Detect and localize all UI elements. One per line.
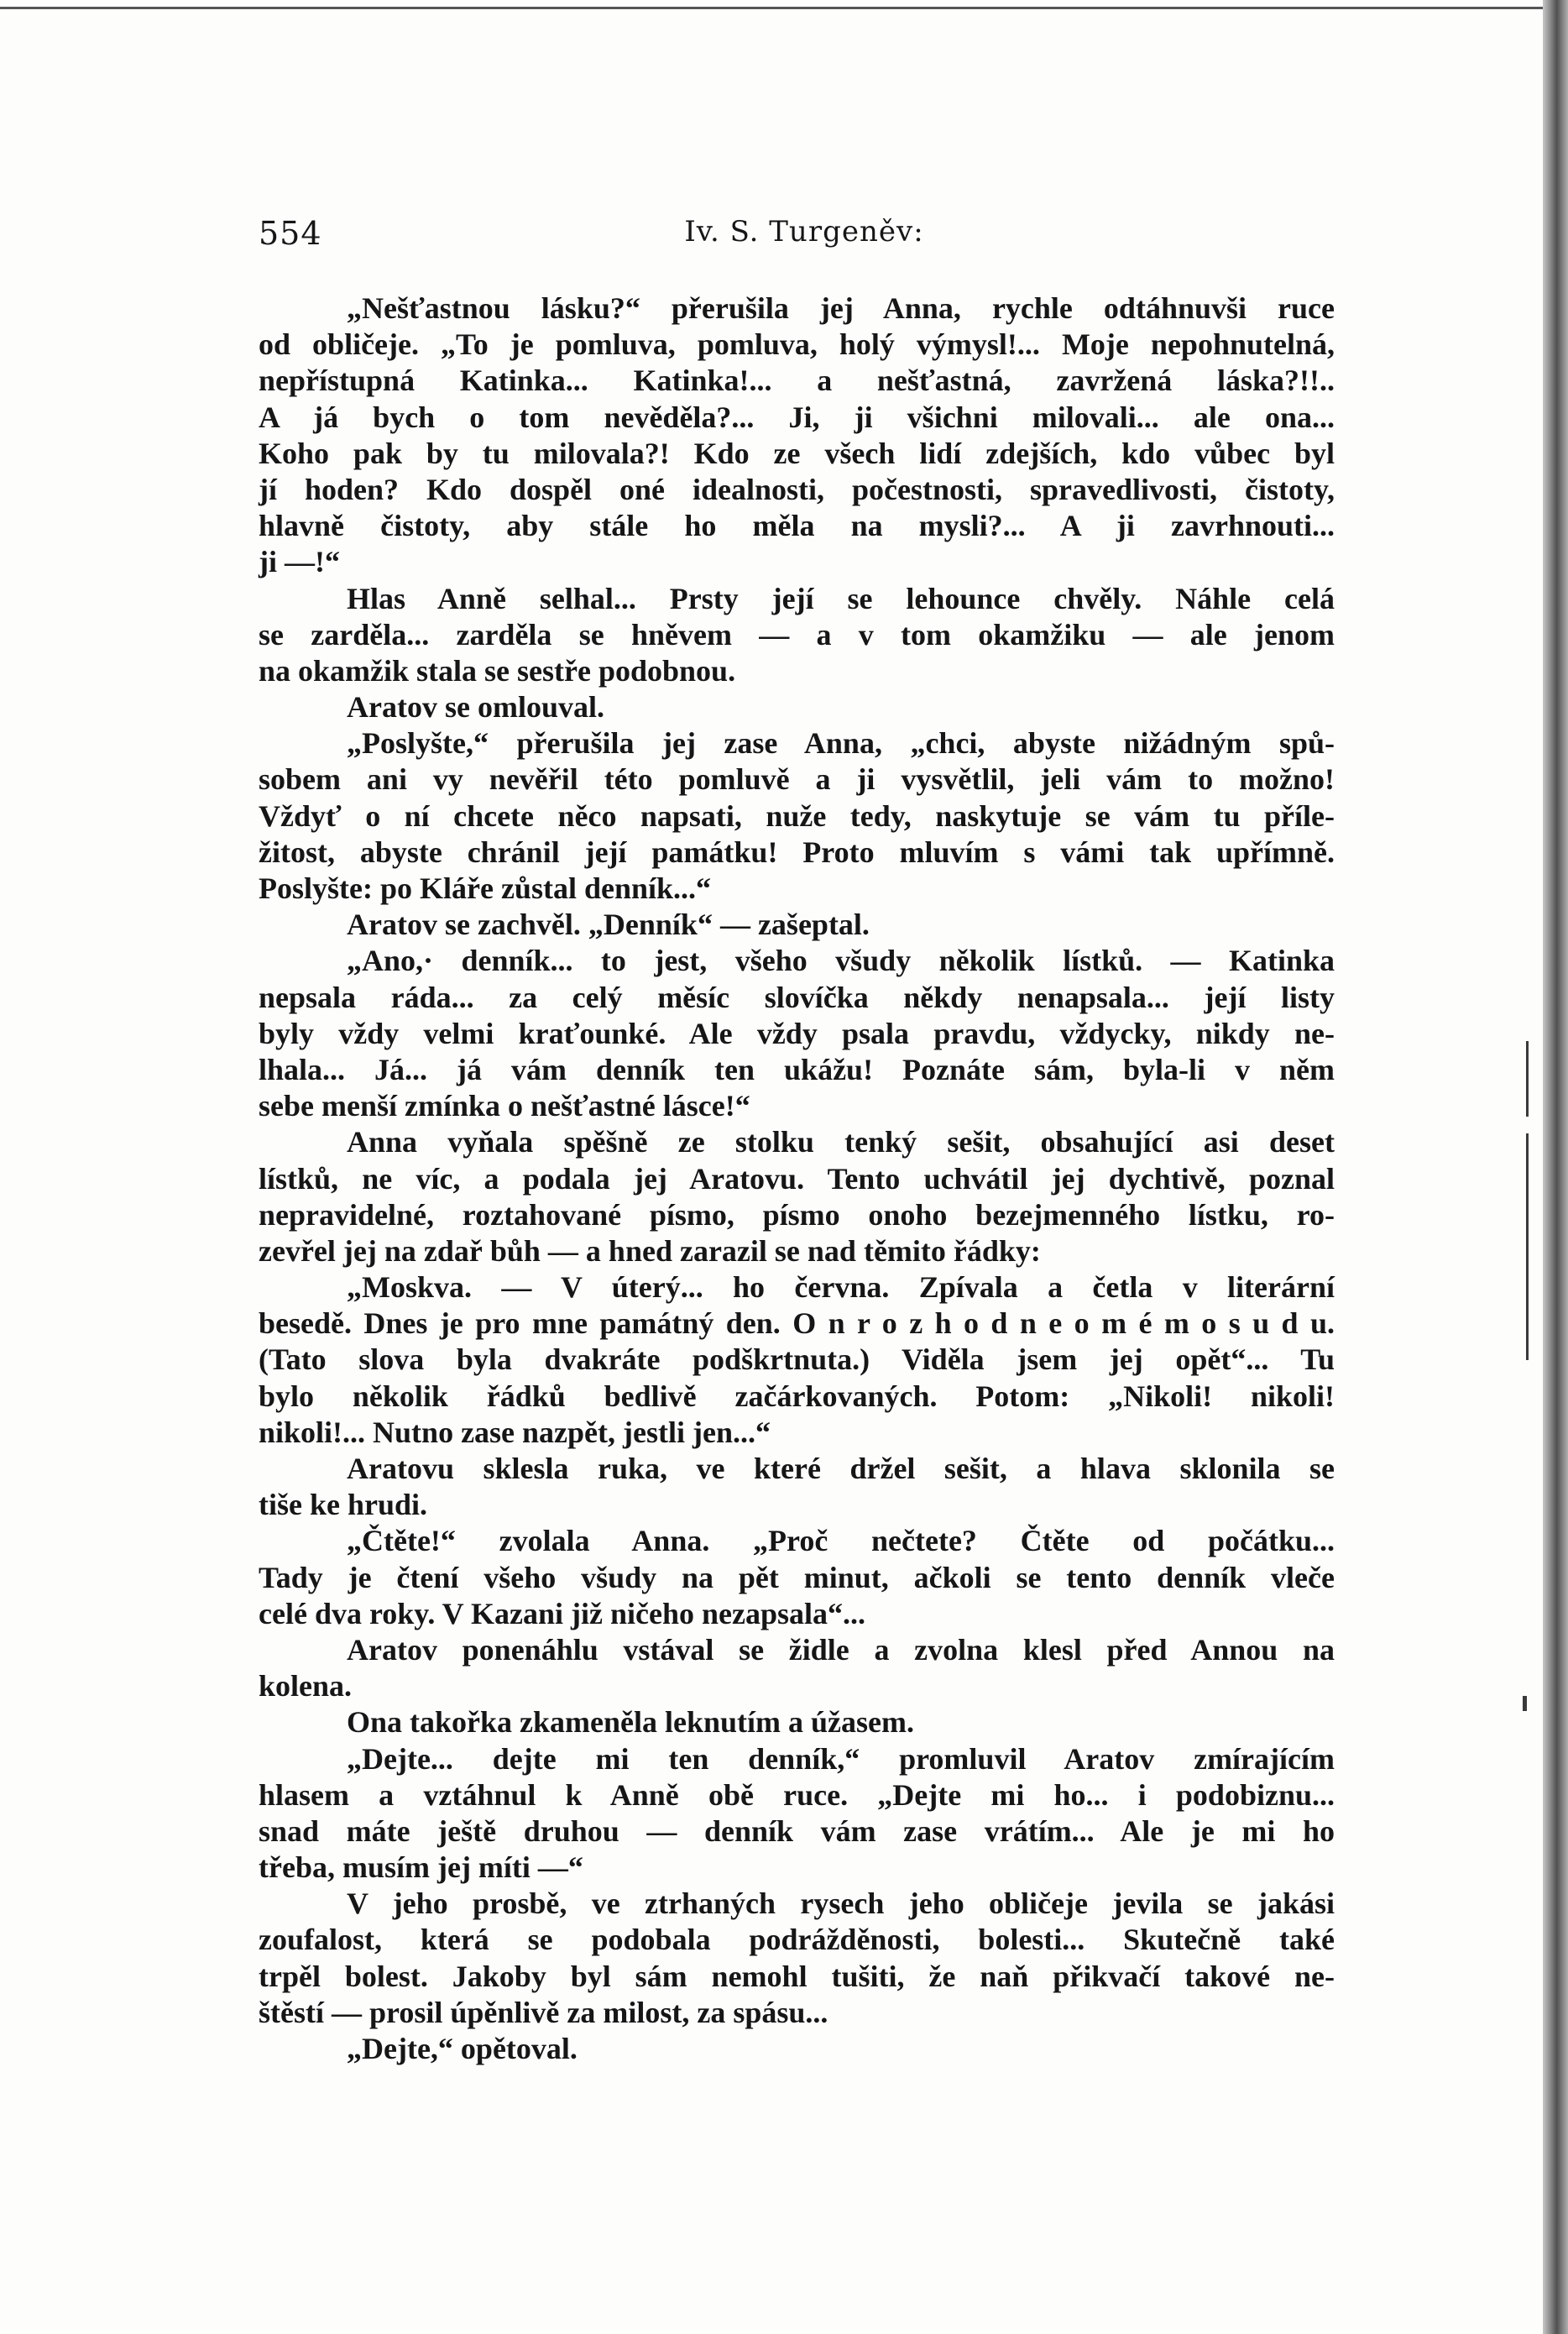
text-line: nepsala ráda... za celý měsíc slovíčka někdy nenapsala... její listy <box>259 980 1335 1014</box>
paragraph <box>259 1269 1335 1451</box>
paragraph <box>259 290 1335 581</box>
text-line: sebe menší zmínka o nešťastné lásce!“ <box>259 1089 750 1123</box>
text-line: kolena. <box>259 1669 353 1703</box>
paragraph <box>259 1632 1335 1704</box>
text-line: od obličeje. „To je pomluva, pomluva, holý výmysl!... Moje nepohnutelná, <box>259 327 1335 362</box>
paragraph <box>259 1124 1335 1269</box>
text-line: nepravidelné, roztahované písmo, písmo onoho bezejmenného lístku, ro- <box>259 1197 1335 1232</box>
edge-mark <box>1523 1696 1527 1711</box>
text-line: jí hoden? Kdo dospěl oné idealnosti, počestnosti, spravedlivosti, čistoty, <box>259 472 1335 506</box>
text-line: bylo několik řádků bedlivě začárkovaných. Potom: „Nikoli! nikoli! <box>259 1379 1335 1413</box>
text-line: „Nešťastnou lásku?“ přerušila jej Anna, rychle odtáhnuvši ruce <box>347 291 1335 325</box>
edge-mark <box>1526 1041 1529 1117</box>
text-line: „Dejte... dejte mi ten denník,“ promluvil Aratov zmírajícím <box>347 1741 1335 1776</box>
text-line: Aratov se omlouval. <box>347 690 604 725</box>
paragraph <box>259 1741 1335 1887</box>
running-head <box>259 215 1335 257</box>
text-line: „Dejte,“ opětoval. <box>347 2032 578 2065</box>
paragraph <box>259 581 1335 690</box>
edge-mark <box>1526 1133 1529 1360</box>
text-line: byly vždy velmi kraťounké. Ale vždy psala pravdu, vždycky, nikdy ne- <box>259 1016 1335 1050</box>
text-line: lístků, ne víc, a podala jej Aratovu. Tento uchvátil jej dychtivě, poznal <box>259 1161 1335 1196</box>
paragraph <box>259 1451 1335 1523</box>
paragraph <box>259 1886 1335 2031</box>
text-line: Aratov ponenáhlu vstával se židle a zvolna klesl před Annou na <box>347 1632 1335 1667</box>
text-line: Anna vyňala spěšně ze stolku tenký sešit, obsahující asi deset <box>347 1125 1335 1159</box>
paragraph <box>259 725 1335 907</box>
text-line: Hlas Anně selhal... Prsty její se lehounce chvěly. Náhle celá <box>347 581 1335 615</box>
text-line: se zarděla... zarděla se hněvem — a v tom okamžiku — ale jenom <box>259 617 1335 652</box>
text-line: hlavně čistoty, aby stále ho měla na mysli?... A ji zavrhnouti... <box>259 509 1335 543</box>
paragraph <box>259 689 1335 725</box>
paragraph <box>259 1704 1335 1740</box>
text-line: snad máte ještě druhou — denník vám zase vrátím... Ale je mi ho <box>259 1813 1335 1848</box>
text-line: trpěl bolest. Jakoby byl sám nemohl tušiti, že naň přikvačí takové ne- <box>259 1959 1335 1993</box>
text-line: besedě. Dnes je pro mne památný den. O n r o z h o d n e o m é m o s u d u. <box>259 1306 1335 1341</box>
text-line: „Ano,· denník... to jest, všeho všudy několik lístků. — Katinka <box>347 944 1335 978</box>
text-line: Vždyť o ní chcete něco napsati, nuže tedy, naskytuje se vám tu příle- <box>259 798 1335 833</box>
text-line: V jeho prosbě, ve ztrhaných rysech jeho obličeje jevila se jakási <box>347 1887 1335 1921</box>
text-line: „Moskva. — V úterý... ho června. Zpívala a četla v literární <box>347 1270 1335 1305</box>
text-line: zoufalost, která se podobala podrážděnosti, bolesti... Skutečně také <box>259 1923 1335 1957</box>
text-line: hlasem a vztáhnul k Anně obě ruce. „Dejte mi ho... i podobiznu... <box>259 1777 1335 1812</box>
running-title: Iv. S. Turgeněv: <box>684 215 924 249</box>
top-edge-rule <box>0 7 1544 9</box>
text-line: zevřel jej na zdař bůh — a hned zarazil se nad těmito řádky: <box>259 1233 1041 1268</box>
text-line: „Poslyšte,“ přerušila jej zase Anna, „chci, abyste nižádným spů- <box>347 726 1335 761</box>
page-fore-edge <box>1543 0 1568 2334</box>
text-line: nepřístupná Katinka... Katinka!... a nešťastná, zavržená láska?!!.. <box>259 364 1335 398</box>
text-line: štěstí — prosil úpěnlivě za milost, za spásu... <box>259 1995 828 2029</box>
text-line: lhala... Já... já vám denník ten ukážu! Poznáte sám, byla-li v něm <box>259 1052 1335 1086</box>
text-line: Koho pak by tu milovala?! Kdo ze všech lidí zdejších, kdo vůbec byl <box>259 436 1335 470</box>
text-line: Poslyšte: po Kláře zůstal denník...“ <box>259 871 712 905</box>
text-line: sobem ani vy nevěřil této pomluvě a ji vysvětlil, jeli vám to možno! <box>259 762 1335 797</box>
page-number: 554 <box>259 215 322 252</box>
text-line: na okamžik stala se sestře podobnou. <box>259 653 736 688</box>
text-line: „Čtěte!“ zvolala Anna. „Proč nečtete? Čtěte od počátku... <box>347 1524 1335 1558</box>
text-line: Tady je čtení všeho všudy na pět minut, ačkoli se tento denník vleče <box>259 1560 1335 1594</box>
text-line: nikoli!... Nutno zase nazpět, jestli jen...“ <box>259 1415 771 1449</box>
text-line: A já bych o tom nevěděla?... Ji, ji všichni milovali... ale ona... <box>259 400 1335 434</box>
text-line: Aratov se zachvěl. „Denník“ — zašeptal. <box>347 908 870 942</box>
text-line: Aratovu sklesla ruka, ve které držel sešit, a hlava sklonila se <box>347 1452 1335 1485</box>
text-line: (Tato slova byla dvakráte podškrtnuta.) Viděla jsem jej opět“... Tu <box>259 1342 1335 1377</box>
text-line: celé dva roky. V Kazani již ničeho nezapsala“... <box>259 1596 866 1630</box>
text-line: ji —!“ <box>259 545 340 579</box>
paragraph <box>259 1523 1335 1632</box>
paragraph <box>259 907 1335 943</box>
body-text <box>259 290 1335 2067</box>
text-line: třeba, musím jej míti —“ <box>259 1850 583 1885</box>
text-line: Ona takořka zkameněla leknutím a úžasem. <box>347 1705 915 1740</box>
paragraph <box>259 2031 1335 2067</box>
text-line: tiše ke hrudi. <box>259 1488 428 1522</box>
text-line: žitost, abyste chránil její památku! Proto mluvím s vámi tak upřímně. <box>259 835 1335 869</box>
paragraph <box>259 943 1335 1124</box>
